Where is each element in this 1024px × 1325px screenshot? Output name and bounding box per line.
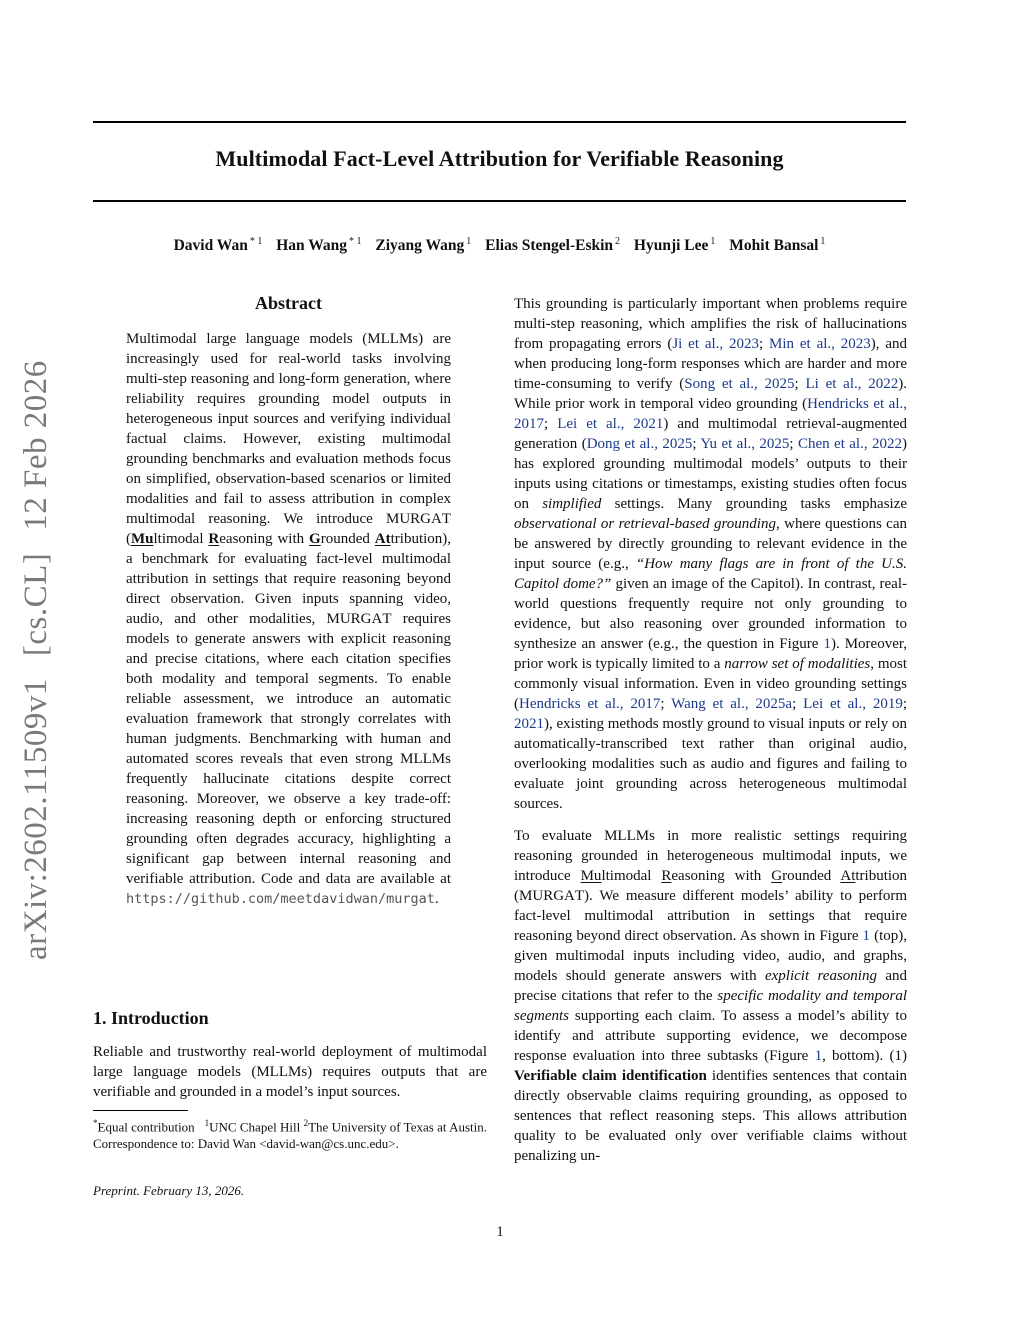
code-link[interactable]: https://github.com/meetdavidwan/murgat [126,891,435,907]
author: Hyunji Lee $^1$ [633,236,716,254]
footnote-rule [93,1110,188,1111]
citation-link[interactable]: Hendricks et al., 2017 [514,396,907,432]
section-heading-introduction: 1. Introduction [93,1008,209,1028]
author: David Wan $^{* 1}$ [173,236,263,254]
citation-link[interactable]: Chen et al., 2022 [797,436,902,452]
citation-link[interactable]: Song et al., 2025 [684,376,795,392]
arxiv-category: [cs.CL] [18,552,54,657]
benchmark-name: MURGAT [519,888,585,904]
paper-title: Multimodal Fact-Level Attribution for Verifiable Reasoning [215,146,784,171]
citation-link[interactable]: Wang et al., 2025a [671,696,793,712]
figure-link[interactable]: 1 [862,928,871,944]
citation-link[interactable]: Ji et al., 2023 [672,336,760,352]
citation-link[interactable]: Hendricks et al., 2017 [519,696,661,712]
citation-link[interactable]: Lei et al., 2021 [557,416,664,432]
citation-link[interactable]: Lei et al., 2019 [803,696,903,712]
footnote: *Equal contribution $^1$UNC Chapel Hill $^2$The University of Texas at Austin. Correspondence to: David Wan <david-wan@cs.unc.edu>. [93,1118,488,1152]
figure-link[interactable]: 1 [823,636,831,652]
author: Ziyang Wang $^1$ [375,236,472,254]
author: Han Wang $^{* 1}$ [276,236,362,254]
figure-link[interactable]: 1 [814,1048,823,1064]
abstract-text: Multimodal large language models (MLLMs) are increasingly used for real-world tasks involving multi-step reasoning and long-form generation, where reliability requires grounding model outputs in heterogeneous input sources and verifying individual factual claims. However, existing multimodal grounding benchmarks and evaluation methods focus on simplified, observation-based scenarios or limited modalities and fail to assess attribution in complex multimodal reasoning. We introduce MURGAT (Multimodal Reasoning with Grounded Attribution), a benchmark for evaluating fact-level multimodal attribution in settings that require reasoning beyond direct observation. Given inputs spanning video, audio, and other modalities, MURGAT requires models to generate answers with explicit reasoning and precise citations, where each citation specifies both modality and temporal segments. To enable reliable assessment, we introduce an automatic evaluation framework that strongly correlates with human judgments. Benchmarking with human and automated scores reveals that even strong MLLMs frequently hallucinate citations despite correct reasoning. Moreover, we observe a key trade-off: increasing reasoning depth or enforcing structured grounding often degrades accuracy, highlighting a significant gap between internal reasoning and verifiable attribution. Code and data are available at https://github.com/meetdavidwan/murgat. [126,331,452,907]
page-number: 1 [496,1224,504,1240]
intro-right-column [514,294,907,1166]
author-list [93,236,906,255]
abstract-heading: Abstract [255,293,322,313]
citation-link[interactable]: Li et al., 2022 [805,376,899,392]
author: Mohit Bansal $^1$ [729,236,826,254]
top-rule [93,121,906,123]
preprint-notice: Preprint. February 13, 2026. [93,1183,245,1198]
title-bottom-rule [93,200,906,202]
arxiv-sidebar-stamp [18,338,55,960]
intro-paragraph: To evaluate MLLMs in more realistic settings requiring reasoning grounded in heterogeneous multimodal inputs, we introduce Multimodal Reasoning with Grounded Attribution (MURGAT). We measure different models’ ability to perform fact-level multimodal attribution in settings that require reasoning beyond direct observation. As shown in Figure 1 (top), given multimodal inputs including video, audio, and graphs, models should generate answers with explicit reasoning and precise citations that refer to the specific modality and temporal segments supporting each claim. To assess a model’s ability to identify and attribute supporting evidence, we decompose response evaluation into three subtasks (Figure 1, bottom). (1) Verifiable claim identification identifies sentences that contain directly observable claims requiring grounding, as opposed to sentences that reflect reasoning steps. This allows attribution quality to be evaluated only over verifiable claims without penalizing un- [514,828,908,1164]
citation-link[interactable]: Min et al., 2023 [769,336,871,352]
benchmark-name: MURGAT [326,611,392,627]
intro-paragraph: This grounding is particularly important when problems require multi-step reasoning, which amplifies the risk of hallucinations from propagating errors (Ji et al., 2023; Min et al., 2023), and when producing long-form responses which are harder and more time-consuming to verify (Song et al., 2025; Li et al., 2022). While prior work in temporal video grounding (Hendricks et al., 2017; Lei et al., 2021) and multimodal retrieval-augmented generation (Dong et al., 2025; Yu et al., 2025; Chen et al., 2022) has explored grounding multimodal models’ outputs to their inputs using citations or timestamps, existing studies often focus on simplified settings. Many grounding tasks emphasize observational or retrieval-based grounding, where questions can be answered by directly grounding to relevant evidence in the input source (e.g., “How many flags are in front of the U.S. Capitol dome?” given an image of the Capitol). In contrast, real-world questions frequently require not only grounding to evidence, but also reasoning over grounded information to synthesize an answer (e.g., the question in Figure 1). Moreover, prior work is typically limited to a narrow set of modalities, most commonly visual information. Even in video grounding settings (Hendricks et al., 2017; Wang et al., 2025a; Lei et al., 2019; 2021), existing methods mostly ground to visual inputs or rely on automatically-transcribed text rather than original audio, overlooking modalities such as audio and figures and failing to evaluate joint grounding across heterogeneous multimodal sources. [514,296,908,812]
intro-paragraph: Reliable and trustworthy real-world deployment of multimodal large language models (MLLMs) requires outputs that are verifiable and grounded in a model’s input sources. [93,1044,487,1100]
arxiv-id: arXiv:2602.11509v1 [18,678,54,960]
citation-link[interactable]: Yu et al., 2025 [700,436,790,452]
benchmark-name: MURGAT [385,511,452,527]
citation-link[interactable]: 2021 [514,716,544,732]
citation-link[interactable]: Dong et al., 2025 [586,436,693,452]
author: Elias Stengel-Eskin $^2$ [485,236,621,254]
arxiv-date: 12 Feb 2026 [18,360,54,531]
